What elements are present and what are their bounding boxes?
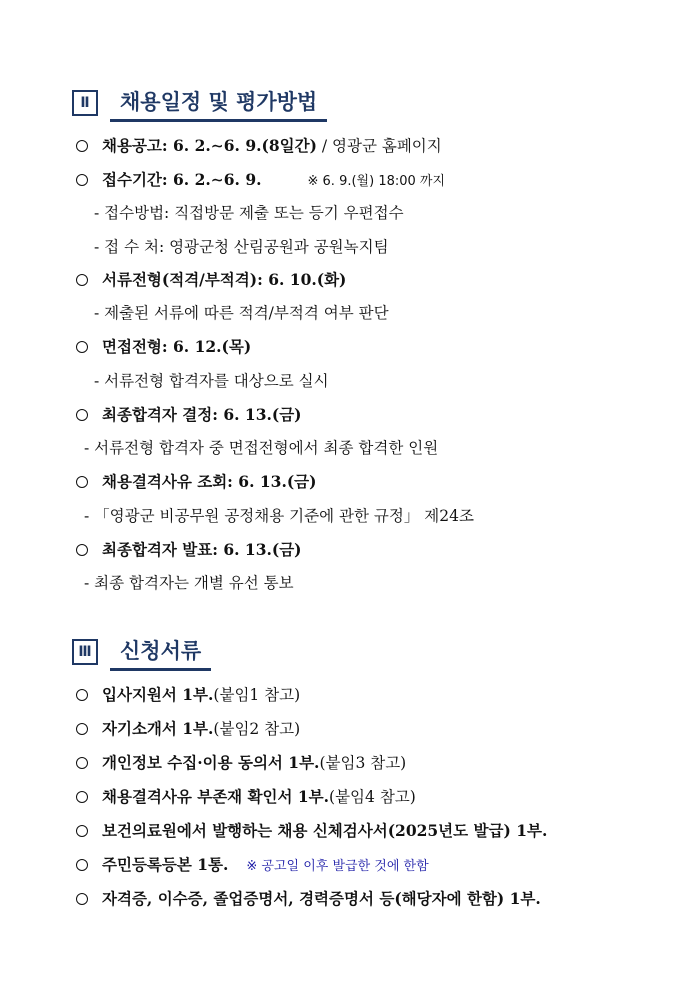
list-item: - 서류전형 합격자를 대상으로 실시 [94, 372, 329, 390]
list-item: - 서류전형 합격자 중 면접전형에서 최종 합격한 인원 [84, 439, 439, 457]
list-item: 서류전형(적격/부적격): 6. 10.(화) [76, 269, 346, 291]
circle-bullet-icon [76, 409, 88, 421]
circle-bullet-icon [76, 689, 88, 701]
list-item: 면접전형: 6. 12.(목) [76, 336, 251, 358]
circle-bullet-icon [76, 544, 88, 556]
section-3-title: 신청서류 [114, 635, 207, 667]
circle-bullet-icon [76, 723, 88, 735]
list-item: 접수기간: 6. 2.∼6. 9. ※ 6. 9.(월) 18:00 까지 [76, 169, 445, 193]
list-item: 채용결격사유 부존재 확인서 1부.(붙임4 참고) [76, 786, 416, 808]
circle-bullet-icon [76, 893, 88, 905]
circle-bullet-icon [76, 757, 88, 769]
list-item: 입사지원서 1부.(붙임1 참고) [76, 684, 300, 706]
list-item: 보건의료원에서 발행하는 채용 신체검사서(2025년도 발급) 1부. [76, 820, 547, 842]
list-item: 최종합격자 발표: 6. 13.(금) [76, 539, 302, 561]
list-item: 주민등록등본 1통. ※ 공고일 이후 발급한 것에 한함 [76, 854, 429, 878]
circle-bullet-icon [76, 859, 88, 871]
circle-bullet-icon [76, 825, 88, 837]
section-2-number: Ⅱ [72, 90, 98, 116]
circle-bullet-icon [76, 791, 88, 803]
circle-bullet-icon [76, 174, 88, 186]
list-item: 자격증, 이수증, 졸업증명서, 경력증명서 등(해당자에 한함) 1부. [76, 888, 541, 910]
list-item: 채용공고: 6. 2.∼6. 9.(8일간) / 영광군 홈페이지 [76, 135, 442, 157]
list-item: 최종합격자 결정: 6. 13.(금) [76, 404, 302, 426]
circle-bullet-icon [76, 341, 88, 353]
list-item: 개인정보 수집·이용 동의서 1부.(붙임3 참고) [76, 752, 406, 774]
list-item: - 접수방법: 직접방문 제출 또는 등기 우편접수 [94, 204, 404, 222]
section-2-title: 채용일정 및 평가방법 [114, 86, 323, 118]
list-item: - 제출된 서류에 따른 적격/부적격 여부 판단 [94, 304, 389, 322]
circle-bullet-icon [76, 274, 88, 286]
list-item: 채용결격사유 조회: 6. 13.(금) [76, 471, 316, 493]
section-3-number: Ⅲ [72, 639, 98, 665]
circle-bullet-icon [76, 476, 88, 488]
list-item: - 최종 합격자는 개별 유선 통보 [84, 574, 294, 592]
circle-bullet-icon [76, 140, 88, 152]
list-item: - 접 수 처: 영광군청 산림공원과 공원녹지팀 [94, 238, 389, 256]
list-item: - 「영광군 비공무원 공정채용 기준에 관한 규정」 제24조 [84, 507, 474, 525]
list-item: 자기소개서 1부.(붙임2 참고) [76, 718, 300, 740]
